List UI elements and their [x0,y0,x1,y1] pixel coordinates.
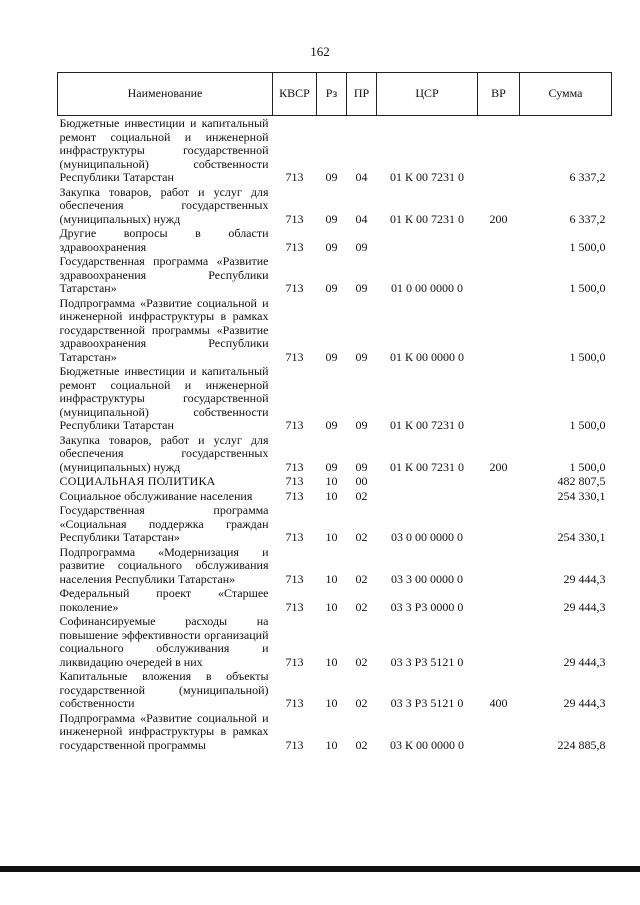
table-row [58,489,612,504]
page-number: 162 [310,44,330,59]
row-vr [478,364,520,433]
row-sum: 254 330,1 [557,488,606,503]
row-name: Другие вопросы в области здравоохранения [59,226,269,254]
row-rz: 09 [325,281,338,295]
row-sum: 29 444,3 [563,599,606,614]
row-sum: 1 500,0 [569,281,606,295]
row-csr [377,474,478,489]
row-kvsr: 713 [285,530,304,544]
row-csr: 03 3 00 0000 0 [391,571,463,586]
table-row [58,433,612,475]
row-kvsr: 713 [285,488,304,503]
table-row [58,503,612,545]
row-csr: 01 К 00 0000 0 [389,349,464,364]
row-sum: 482 807,5 [557,474,606,488]
row-kvsr: 713 [285,737,304,752]
row-vr [478,545,520,587]
row-vr [478,614,520,669]
row-csr: 01 К 00 7231 0 [389,170,464,184]
row-vr [478,226,520,254]
row-pr: 02 [355,488,368,503]
row-name: Социальное обслуживание населения [59,488,253,503]
row-csr [377,226,478,254]
row-rz: 10 [325,474,338,488]
row-sum: 254 330,1 [557,530,606,544]
row-rz: 10 [325,737,338,752]
row-kvsr: 713 [285,170,304,184]
row-pr: 00 [355,474,368,488]
row-pr: 02 [355,571,368,586]
table-row [58,116,612,185]
row-csr: 03 3 P3 5121 0 [390,696,464,710]
budget-table-container [57,72,611,752]
table-header [58,73,612,116]
row-rz: 09 [325,239,338,254]
row-kvsr: 713 [285,211,304,226]
row-kvsr: 713 [285,281,304,295]
row-pr: 02 [355,696,368,710]
row-sum: 1 500,0 [569,459,606,474]
header-sum: Сумма [520,73,612,116]
row-sum: 29 444,3 [563,696,606,710]
row-name: Подпрограмма «Развитие социальной и инженерной инфраструктуры в рамках государственной программы [59,710,269,752]
row-pr: 09 [355,418,368,432]
row-name: Софинансируемые расходы на повышение эффективности организаций социального обслуживания и ликвидацию очередей в них [59,614,269,669]
row-name: Подпрограмма «Развитие социальной и инженерной инфраструктуры в рамках государственной программы «Развитие здравоохранения Республики Татарстан» [59,295,269,364]
row-csr: 03 3 P3 0000 0 [390,599,464,614]
row-pr: 04 [355,170,368,184]
row-pr: 02 [355,737,368,752]
row-rz: 10 [325,696,338,710]
table-row [58,711,612,753]
row-vr: 200 [489,459,508,474]
row-pr: 02 [355,654,368,669]
row-csr: 03 0 00 0000 0 [391,530,463,544]
row-vr [478,489,520,504]
row-rz: 09 [325,459,338,474]
table-row [58,545,612,587]
row-rz: 09 [325,170,338,184]
row-name: Подпрограмма «Модернизация и развитие социального обслуживания населения Республики Татарстан» [59,544,269,586]
row-rz: 10 [325,599,338,614]
scan-bottom-border [0,866,640,872]
table-row [58,364,612,433]
row-kvsr: 713 [285,418,304,432]
row-vr [478,116,520,185]
table-row [58,614,612,669]
row-kvsr: 713 [285,474,304,488]
table-body [58,116,612,753]
row-vr: 400 [489,696,508,710]
table-row [58,669,612,711]
row-sum: 6 337,2 [569,211,606,226]
row-kvsr: 713 [285,349,304,364]
row-pr: 09 [355,349,368,364]
row-rz: 10 [325,654,338,669]
row-rz: 10 [325,530,338,544]
header-rz: Рз [317,73,347,116]
row-rz: 09 [325,349,338,364]
table-row [58,254,612,296]
row-kvsr: 713 [285,459,304,474]
row-csr: 01 К 00 7231 0 [389,211,464,226]
row-vr [478,711,520,753]
row-sum: 1 500,0 [569,418,606,432]
row-rz: 10 [325,488,338,503]
row-kvsr: 713 [285,696,304,710]
row-csr [377,489,478,504]
header-csr: ЦСР [377,73,478,116]
row-sum: 29 444,3 [563,654,606,669]
row-name: СОЦИАЛЬНАЯ ПОЛИТИКА [59,474,216,488]
row-rz: 09 [325,211,338,226]
row-rz: 09 [325,418,338,432]
row-pr: 02 [355,530,368,544]
row-name: Закупка товаров, работ и услуг для обеспечения государственных (муниципальных) нужд [59,184,269,226]
row-sum: 1 500,0 [569,239,606,254]
row-name: Федеральный проект «Старшее поколение» [59,586,269,614]
row-kvsr: 713 [285,239,304,254]
row-name: Бюджетные инвестиции и капитальный ремонт социальной и инженерной инфраструктуры государственной (муниципальной) собственности Республики Татарстан [59,116,269,184]
row-vr [478,586,520,614]
row-vr [478,503,520,545]
row-sum: 224 885,8 [557,737,606,752]
table-row [58,226,612,254]
row-sum: 29 444,3 [563,571,606,586]
row-csr: 03 К 00 0000 0 [389,737,464,752]
header-pr: ПР [347,73,377,116]
row-kvsr: 713 [285,571,304,586]
row-vr [478,254,520,296]
row-name: Капитальные вложения в объекты государственной (муниципальной) собственности [59,669,269,710]
row-sum: 6 337,2 [569,170,606,184]
row-pr: 09 [355,459,368,474]
row-name: Закупка товаров, работ и услуг для обеспечения государственных (муниципальных) нужд [59,432,269,474]
table-row [58,586,612,614]
budget-table [57,72,612,752]
row-vr [478,296,520,365]
row-csr: 01 К 00 7231 0 [389,418,464,432]
row-vr: 200 [489,211,508,226]
header-name: Наименование [58,73,273,116]
header-vr: ВР [478,73,520,116]
row-csr: 01 К 00 7231 0 [389,459,464,474]
row-name: Государственная программа «Развитие здравоохранения Республики Татарстан» [59,254,269,295]
row-pr: 04 [355,211,368,226]
row-csr: 03 3 P3 5121 0 [390,654,464,669]
table-row [58,474,612,489]
row-kvsr: 713 [285,654,304,669]
row-name: Бюджетные инвестиции и капитальный ремонт социальной и инженерной инфраструктуры государственной (муниципальной) собственности Республики Татарстан [59,364,269,432]
row-rz: 10 [325,571,338,586]
row-pr: 02 [355,599,368,614]
table-row [58,296,612,365]
row-pr: 09 [355,281,368,295]
row-vr [478,474,520,489]
header-kvsr: КВСР [273,73,317,116]
row-kvsr: 713 [285,599,304,614]
row-pr: 09 [355,239,368,254]
table-row [58,185,612,227]
row-sum: 1 500,0 [569,349,606,364]
row-name: Государственная программа «Социальная поддержка граждан Республики Татарстан» [59,503,269,544]
row-csr: 01 0 00 0000 0 [391,281,463,295]
